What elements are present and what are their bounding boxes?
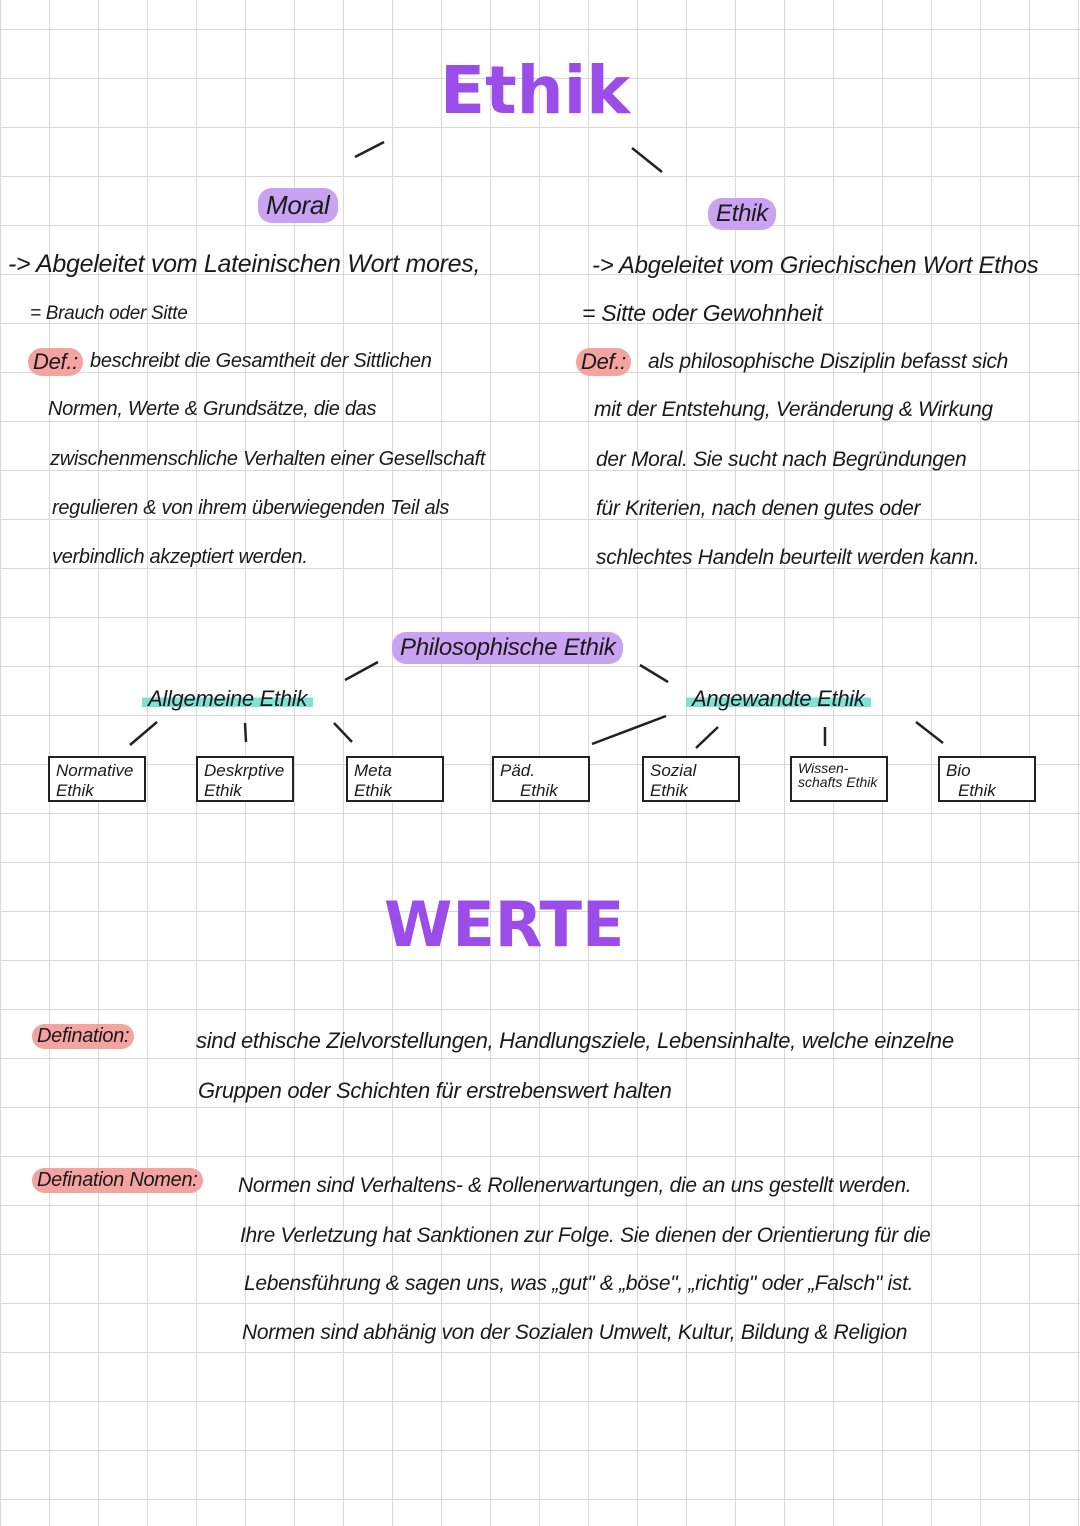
ethik-line: mit der Entstehung, Veränderung & Wirkung — [594, 398, 993, 421]
moral-line: -> Abgeleitet vom Lateinischen Wort mores, — [8, 250, 481, 278]
ethik-line: als philosophische Disziplin befasst sich — [648, 350, 1009, 373]
moral-line: zwischenmenschliche Verhalten einer Gesellschaft — [50, 448, 486, 470]
box-line: Meta — [354, 761, 392, 780]
tree-box-sozial — [642, 756, 740, 802]
normen-line: Normen sind Verhaltens- & Rollenerwartungen, die an uns gestellt werden. — [238, 1174, 912, 1197]
tree-root: Philosophische Ethik — [392, 632, 623, 664]
werte-def-label: Defination: — [32, 1024, 134, 1049]
normen-def-label: Defination Nomen: — [32, 1168, 203, 1193]
box-line: Ethik — [520, 781, 558, 800]
moral-heading: Moral — [258, 188, 338, 223]
normen-line: Normen sind abhänig von der Sozialen Umwelt, Kultur, Bildung & Religion — [242, 1321, 908, 1344]
moral-line: beschreibt die Gesamtheit der Sittlichen — [90, 350, 432, 372]
box-line: Wissen- — [798, 760, 849, 776]
tree-box-bio — [938, 756, 1036, 802]
ethik-line: der Moral. Sie sucht nach Begründungen — [596, 448, 967, 471]
ethik-def-label: Def.: — [576, 348, 631, 376]
box-line: Bio — [946, 761, 971, 780]
box-line: Normative — [56, 761, 134, 780]
tree-box-wissenschafts — [790, 756, 888, 802]
box-line: schafts Ethik — [798, 774, 878, 790]
page-title: Ethik — [440, 52, 631, 129]
ethik-line: für Kriterien, nach denen gutes oder — [596, 497, 921, 520]
box-line: Ethik — [204, 781, 242, 800]
normen-line: Lebensführung & sagen uns, was „gut" & „böse", „richtig" oder „Falsch" ist. — [244, 1272, 914, 1295]
box-line: Ethik — [56, 781, 94, 800]
moral-line: verbindlich akzeptiert werden. — [52, 546, 308, 568]
box-line: Ethik — [958, 781, 996, 800]
werte-def-line: sind ethische Zielvorstellungen, Handlungsziele, Lebensinhalte, welche einzelne — [196, 1028, 954, 1053]
werte-def-line: Gruppen oder Schichten für erstrebenswert halten — [198, 1078, 672, 1103]
normen-line: Ihre Verletzung hat Sanktionen zur Folge. Sie dienen der Orientierung für die — [240, 1224, 931, 1247]
tree-box-paed — [492, 756, 590, 802]
box-line: Deskrptive — [204, 761, 285, 780]
ethik-line: = Sitte oder Gewohnheit — [582, 300, 823, 326]
moral-line: regulieren & von ihrem überwiegenden Teil als — [52, 497, 450, 519]
box-line: Ethik — [354, 781, 392, 800]
box-line: Sozial — [650, 761, 697, 780]
moral-def-label: Def.: — [28, 348, 83, 376]
moral-line: = Brauch oder Sitte — [30, 303, 188, 324]
box-line: Päd. — [500, 761, 535, 780]
box-line: Ethik — [650, 781, 688, 800]
tree-box-meta — [346, 756, 444, 802]
ethik-line: -> Abgeleitet vom Griechischen Wort Ethos — [592, 252, 1039, 279]
tree-angewandt: Angewandte Ethik — [686, 686, 871, 712]
ethik-line: schlechtes Handeln beurteilt werden kann. — [596, 546, 980, 569]
moral-line: Normen, Werte & Grundsätze, die das — [48, 398, 377, 420]
werte-title: WERTE — [384, 888, 625, 961]
tree-box-deskriptive — [196, 756, 294, 802]
ethik-heading: Ethik — [708, 198, 776, 230]
tree-box-normative — [48, 756, 146, 802]
tree-allgemein: Allgemeine Ethik — [142, 686, 313, 712]
